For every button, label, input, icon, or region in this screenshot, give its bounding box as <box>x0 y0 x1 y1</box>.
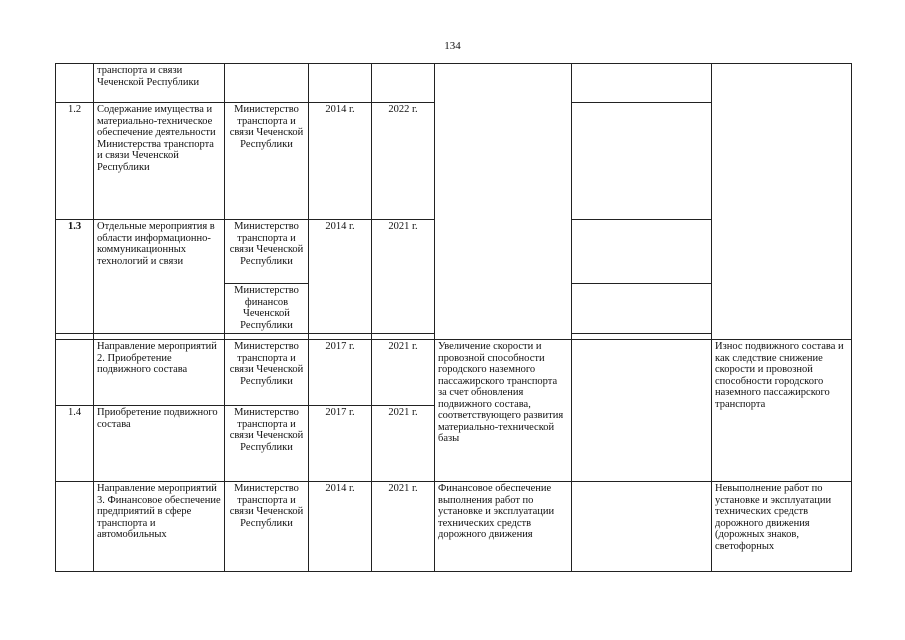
end-year: 2021 г. <box>372 482 435 572</box>
end-year: 2021 г. <box>372 406 435 482</box>
measure-name: Направление мероприятий 3. Финансовое обеспечение предприятий в сфере транспорта и автомобильных <box>94 482 225 572</box>
program-table <box>55 63 852 572</box>
measure-name: Отдельные мероприятия в области информационно-коммуникационных технологий и связи <box>94 220 225 334</box>
measure-name: транспорта и связи Чеченской Республики <box>94 64 225 103</box>
expected-result: Увеличение скорости и провозной способности городского наземного пассажирского транспорта за счет обновления подвижного состава, соответствующего развития материально-технической базы <box>435 340 572 482</box>
executor: Министерство транспорта и связи Чеченской Республики <box>225 103 309 220</box>
start-year: 2017 г. <box>309 406 372 482</box>
start-year: 2014 г. <box>309 103 372 220</box>
measure-name: Содержание имущества и материально-техническое обеспечение деятельности Министерства транспорта и связи Чеченской Республики <box>94 103 225 220</box>
executor: Министерство транспорта и связи Чеченской Республики <box>225 482 309 572</box>
row-number: 1.3 <box>56 220 94 334</box>
end-year: 2021 г. <box>372 340 435 406</box>
end-year: 2022 г. <box>372 103 435 220</box>
table-row <box>56 340 852 406</box>
measure-name: Приобретение подвижного состава <box>94 406 225 482</box>
row-number <box>56 64 94 103</box>
executor: Министерство транспорта и связи Чеченской Республики <box>225 340 309 406</box>
row-number <box>56 482 94 572</box>
end-year: 2021 г. <box>372 220 435 334</box>
table-row <box>56 482 852 572</box>
page-number: 134 <box>444 40 461 52</box>
risk: Невыполнение работ по установке и эксплуатации технических средств дорожного движения (дорожных знаков, светофорных <box>712 482 852 572</box>
expected-result: Финансовое обеспечение выполнения работ по установке и эксплуатации технических средств дорожного движения <box>435 482 572 572</box>
row-number <box>56 340 94 406</box>
executor: Министерство транспорта и связи Чеченской Республики <box>225 406 309 482</box>
start-year: 2014 г. <box>309 482 372 572</box>
measure-name: Направление мероприятий 2. Приобретение подвижного состава <box>94 340 225 406</box>
executor: Министерство транспорта и связи Чеченской Республики <box>225 220 309 284</box>
risk: Износ подвижного состава и как следствие снижение скорости и провозной способности городского наземного пассажирского транспорта <box>712 340 852 482</box>
row-number: 1.2 <box>56 103 94 220</box>
table-row <box>56 64 852 103</box>
start-year: 2014 г. <box>309 220 372 334</box>
executor: Министерство финансов Чеченской Республики <box>225 284 309 334</box>
start-year: 2017 г. <box>309 340 372 406</box>
row-number: 1.4 <box>56 406 94 482</box>
